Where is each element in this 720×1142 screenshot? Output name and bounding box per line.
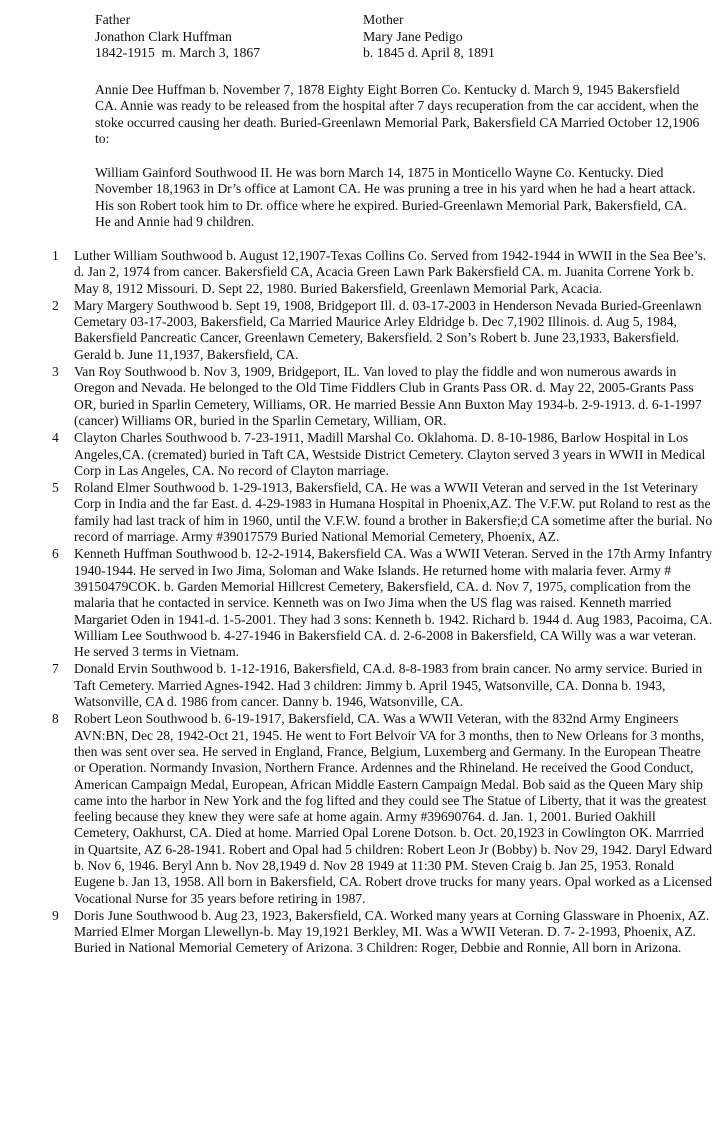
child-number: 5 [52,480,59,496]
child-entry-5 [40,480,714,545]
child-text: Kenneth Huffman Southwood b. 12-2-1914, Bakersfield CA. Was a WWII Veteran. Served in the 17th Army Infantry 1940-1944. He served in Iwo Jima, Soloman and Wake Islands. He returned home with malaria fever. Army # 39150479COK. b. Garden Memorial Hillcrest Cemetery, Bakersfield, CA. d. Nov 7, 1975, complication from the malaria that he contacted in service. Kenneth was on Iwo Jima when the US flag was raised. Kenneth married Margariet Oden in 1941-d. 1-5-2001. They had 3 sons: Kenneth b. 1942. Richard b. 1944 d. Aug 1983, Pacoima, CA. William Lee Southwood b. 4-27-1946 in Bakersfield CA. d. 2-6-2008 in Bakersfield, CA Willy was a war veteran. He served 3 terms in Vietnam. [74,546,713,660]
child-text: Donald Ervin Southwood b. 1-12-1916, Bakersfield, CA.d. 8-8-1983 from brain cancer. No army service. Buried in Taft Cemetery. Married Agnes-1942. Had 3 children: Jimmy b. April 1945, Watsonville, CA. Donna b. 1943, Watsonville, CA d. 1986 from cancer. Danny b. 1946, Watsonville, CA. [74,661,703,710]
children-list [40,248,714,957]
child-text: Robert Leon Southwood b. 6-19-1917, Bakersfield, CA. Was a WWII Veteran, with the 832nd Army Engineers AVN:BN, Dec 28, 1942-Oct 21, 1945. He went to Fort Belvoir VA for 3 months, then to New Orleans for 3 months, then was sent over sea. He served in England, France, Belgium, Luxemberg and Germany. In the European Theatre or Operation. Normandy Invasion, Northern France. Ardennes and the Rhineland. He received the Good Conduct, American Campaign Medal, European, African Middle Eastern Campaign Medal. Bob said as the Queen Mary ship came into the harbor in New York and the fog lifted and they could see The Statue of Liberty, that it was the greatest feeling because they knew they were safe at home again. Army #39690764. d. Jan. 1, 2001. Buried Oakhill Cemetery, Oakhurst, CA. Died at home. Married Opal Lorene Dotson. b. Oct. 20,1923 in Cowlington OK. Marrried in Quartsite, AZ 6-28-1941. Robert and Opal had 5 children: Robert Leon Jr (Bobby) b. Nov 29, 1942. Daryl Edward b. Nov 6, 1946. Beryl Ann b. Nov 28,1949 d. Nov 28 1949 at 11:30 PM. Steven Craig b. Jan 25, 1953. Ronald Eugene b. Jan 13, 1958. All born in Bakersfield, CA. Robert drove trucks for many years. Opal worked as a Licensed Vocational Nurse for 35 years before retiring in 1987. [74,711,713,906]
child-entry-6 [40,546,714,660]
child-number: 4 [52,430,59,446]
father-name: Jonathon Clark Huffman [95,28,232,44]
child-number: 1 [52,248,59,263]
child-text: Van Roy Southwood b. Nov 3, 1909, Bridgeport, IL. Van loved to play the fiddle and won numerous awards in Oregon and Nevada. He belonged to the Old Time Fiddlers Club in Grants Pass OR. d. May 22, 2005-Grants Pass OR, buried in Sparlin Cemetery, Williams, OR. He married Bessie Ann Buxton May 1934-b. 2-9-1913. d. 6-1-1997 (cancer) Williams OR, buried in the Sparlin Cemetary, William, OR. [74,364,702,428]
mother-block [363,12,653,62]
father-block [95,12,363,62]
child-number: 7 [52,661,59,677]
child-entry-2 [40,298,714,363]
child-entry-9 [40,908,714,957]
child-entry-3 [40,364,714,429]
child-entry-8 [40,711,714,907]
father-dates: 1842-1915 m. March 3, 1867 [95,45,261,60]
child-entry-4 [40,430,714,479]
child-text: Mary Margery Southwood b. Sept 19, 1908, Bridgeport Ill. d. 03-17-2003 in Henderson Nevada Buried-Greenlawn Cemetary 03-17-2003, Bakersfield, Ca Married Maurice Arley Eldridge b. Dec 7,1902 Illinois. d. Aug 5, 1984, Bakersfield Pancreatic Cancer, Greenlawn Cemetery, Bakersfield. 2 Son’s Robert b. June 23,1933, Bakersfield. Gerald b. June 11,1937, Bakersfield, CA. [74,297,702,362]
parents-header [95,12,655,62]
child-number: 6 [52,546,59,562]
william-paragraph: William Gainford Southwood II. He was born March 14, 1875 in Monticello Wayne Co. Kentucky. Died November 18,1963 in Dr’s office at Lamont CA. He was pruning a tree in his yard when he had a heart attack. His son Robert took him to Dr. office where he expired. Buried-Greenlawn Memorial Park, Bakersfield, CA. He and Annie had 9 children. [95,165,696,229]
child-entry-7 [40,661,714,710]
child-text: Clayton Charles Southwood b. 7-23-1911, Madill Marshal Co. Oklahoma. D. 8-10-1986, Barlow Hospital in Los Angeles,CA. (cremated) buried in Taft CA, Westside District Cemetery. Clayton served 3 years in WWII in Medical Corp in Las Angeles, CA. No record of Clayton marriage. [74,430,706,478]
child-number: 8 [52,711,59,727]
child-text: Luther William Southwood b. August 12,1907-Texas Collins Co. Served from 1942-1944 in WWII in the Sea Bee’s. d. Jan 2, 1974 from cancer. Bakersfield CA, Acacia Green Lawn Park Bakersfield CA. m. Juanita Correne York b. May 8, 1912 Missouri. D. Sept 22, 1980. Buried Bakersfield, Greenlawn Memorial Park, Acacia. [74,248,707,296]
mother-dates: b. 1845 d. April 8, 1891 [363,45,495,60]
annie-paragraph: Annie Dee Huffman b. November 7, 1878 Eighty Eight Borren Co. Kentucky d. March 9, 1945 Bakersfield CA. Annie was ready to be released from the hospital after 7 days recuperation from the car accident, when the stoke occurred causing her death. Buried-Greenlawn Memorial Park, Bakersfield CA Married October 12,1906 to: [95,82,700,146]
father-label: Father [95,12,131,27]
child-number: 3 [52,364,59,380]
mother-name: Mary Jane Pedigo [363,28,463,44]
child-entry-1 [40,248,714,297]
child-number: 9 [52,907,59,923]
child-text: Doris June Southwood b. Aug 23, 1923, Bakersfield, CA. Worked many years at Corning Glassware in Phoenix, AZ. Married Elmer Morgan Llewellyn-b. May 19,1921 Berkley, MI. Was a WWII Veteran. D. 7- 2-1993, Phoenix, AZ. Buried in National Memorial Cemetery of Arizona. 3 Children: Roger, Debbie and Ronnie, All born in Arizona. [74,907,710,956]
mother-label: Mother [363,12,404,27]
child-text: Roland Elmer Southwood b. 1-29-1913, Bakersfield, CA. He was a WWII Veteran and served in the 1st Veterinary Corp in India and the far East. d. 4-29-1983 in Humana Hospital in Phoenix,AZ. The V.F.W. put Roland to rest as the family had last track of him in 1960, until the V.F.W. found a brother in Bakersfie;d CA sometime after the burial. No record of marriage. Army #39017579 Buried National Memorial Cemetery, Phoenix, AZ. [74,480,713,545]
child-number: 2 [52,297,59,313]
